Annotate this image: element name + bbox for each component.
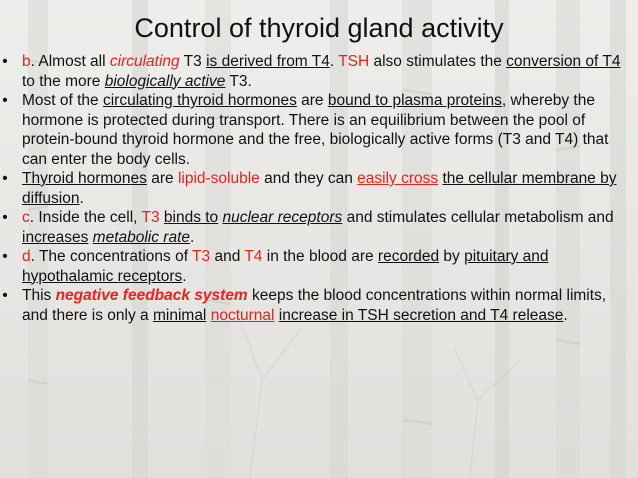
slide-title: Control of thyroid gland activity	[134, 13, 504, 43]
bullet-icon: •	[2, 248, 8, 265]
bullet-icon: •	[2, 92, 8, 109]
list-item: • Most of the circulating thyroid hormones are bound to plasma proteins, whereby the hormone is protected during transport. There is an equilibrium between the pool of protein-bound thyroid hormone and the free, biologically active forms (T3 and T4) that can enter the body cells.	[0, 91, 632, 169]
list-item: • b. Almost all circulating T3 is derived from T4. TSH also stimulates the conversion of T4 to the more biologically active T3.	[0, 52, 632, 91]
list-item: • d. The concentrations of T3 and T4 in the blood are recorded by pituitary and hypothalamic receptors.	[0, 247, 632, 286]
list-item: • c. Inside the cell, T3 binds to nuclear receptors and stimulates cellular metabolism and increases metabolic rate.	[0, 208, 632, 247]
bullet-icon: •	[2, 287, 8, 304]
list-item: • This negative feedback system keeps the blood concentrations within normal limits, and there is only a minimal nocturnal increase in TSH secretion and T4 release.	[0, 286, 632, 325]
bullet-icon: •	[2, 170, 8, 187]
bullet-icon: •	[2, 53, 8, 70]
list-item: • Thyroid hormones are lipid-soluble and they can easily cross the cellular membrane by diffusion.	[0, 169, 632, 208]
bullet-icon: •	[2, 209, 8, 226]
bullet-list	[0, 52, 632, 325]
